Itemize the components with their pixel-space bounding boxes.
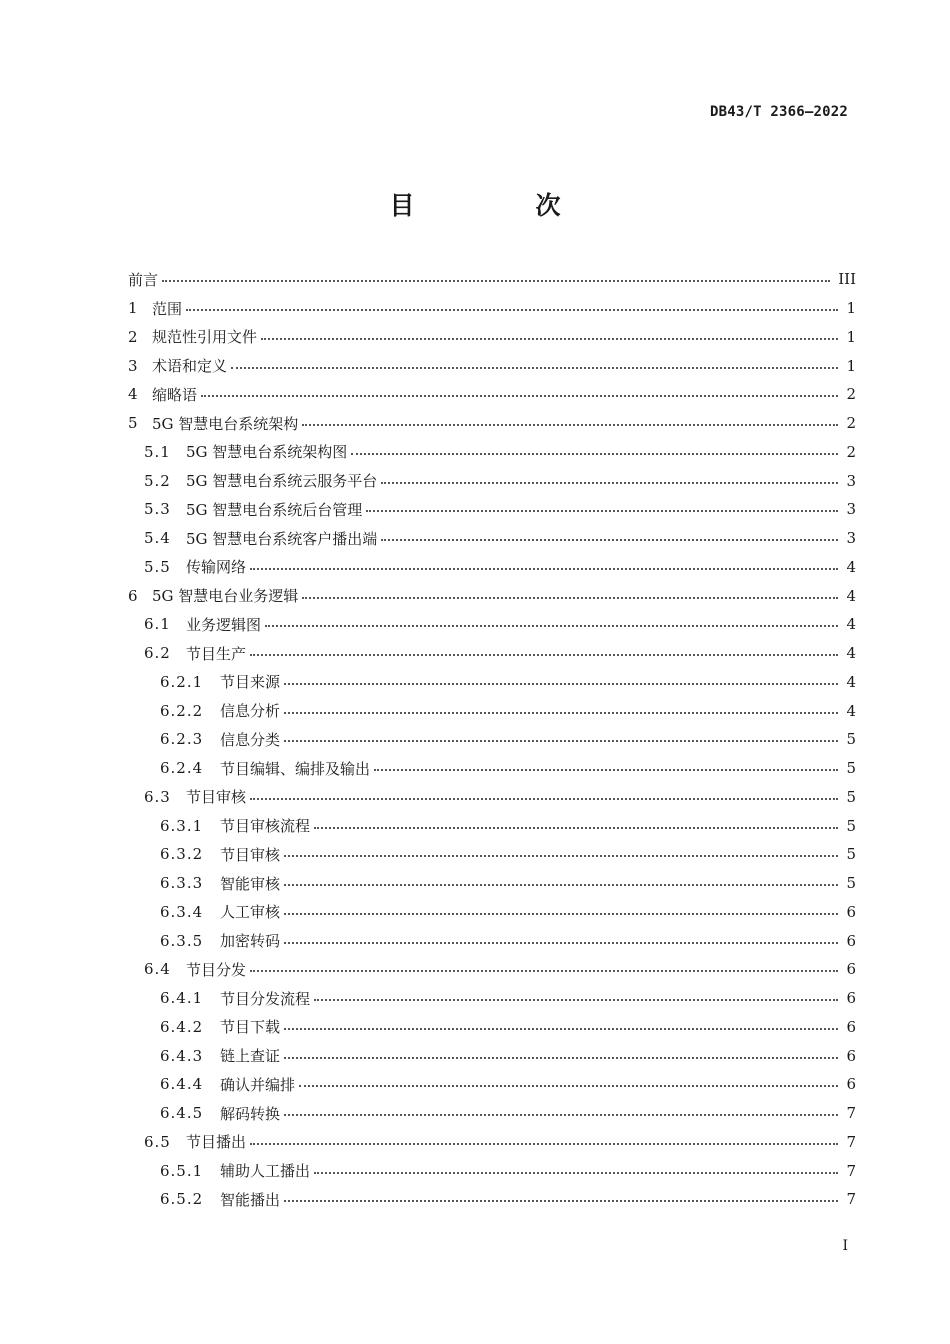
toc-leader-dots [284, 942, 838, 944]
toc-entry-number: 6.3.5 [160, 931, 204, 950]
toc-leader-dots [284, 1057, 838, 1059]
toc-leader-dots [250, 654, 838, 656]
toc-entry-page: 7 [846, 1161, 856, 1180]
toc-entry-title: 加密转码 [220, 932, 281, 951]
toc-leader-dots [162, 280, 830, 282]
toc-leader-dots [299, 1085, 838, 1087]
toc-entry-page: 4 [846, 644, 856, 663]
toc-entry-number: 2 [128, 327, 139, 346]
toc-entry-number: 6.4 [144, 960, 171, 979]
toc-entry[interactable] [128, 696, 856, 725]
toc-entry-page: 4 [846, 615, 856, 634]
toc-entry[interactable] [128, 783, 856, 812]
toc-entry[interactable] [128, 955, 856, 984]
toc-entry[interactable] [128, 294, 856, 323]
toc-entry-number: 5.3 [144, 500, 171, 519]
toc-entry-title: 信息分类 [220, 730, 281, 749]
toc-entry-page: 6 [846, 989, 856, 1008]
toc-entry-title: 信息分析 [220, 702, 281, 721]
toc-entry-title: 解码转换 [220, 1104, 281, 1123]
toc-entry-title: 辅助人工播出 [220, 1162, 311, 1181]
toc-entry-page: 5 [846, 787, 856, 806]
toc-entry-page: 6 [846, 902, 856, 921]
toc-entry-title: 5G 智慧电台系统云服务平台 [186, 472, 378, 491]
toc-entry-number: 6.2.4 [160, 759, 204, 778]
toc-leader-dots [284, 1114, 838, 1116]
toc-entry[interactable] [128, 811, 856, 840]
toc-entry[interactable] [128, 898, 856, 927]
toc-entry-number: 6.4.3 [160, 1046, 204, 1065]
toc-leader-dots [250, 1143, 838, 1145]
toc-entry-title: 5G 智慧电台系统客户播出端 [186, 529, 378, 548]
toc-entry[interactable] [128, 869, 856, 898]
toc-entry-page: 6 [846, 1075, 856, 1094]
toc-leader-dots [186, 309, 838, 311]
toc-entry-page: 4 [846, 672, 856, 691]
toc-leader-dots [284, 855, 838, 857]
toc-leader-dots [314, 1172, 838, 1174]
toc-entry-page: 2 [846, 414, 856, 433]
toc-entry-title: 业务逻辑图 [186, 615, 262, 634]
toc-leader-dots [284, 884, 838, 886]
toc-entry[interactable] [128, 1156, 856, 1185]
toc-entry-title: 节目下载 [220, 1018, 281, 1037]
toc-entry-title: 范围 [152, 299, 183, 318]
toc-leader-dots [250, 568, 838, 570]
toc-leader-dots [201, 395, 838, 397]
toc-entry-number: 6.2.1 [160, 672, 204, 691]
toc-entry-title: 节目来源 [220, 673, 281, 692]
toc-entry[interactable] [128, 1041, 856, 1070]
table-of-contents [128, 265, 856, 1214]
toc-entry[interactable] [128, 351, 856, 380]
toc-entry-number: 6 [128, 586, 139, 605]
toc-entry-number: 5.2 [144, 471, 171, 490]
page-title: 目 次 [389, 191, 609, 220]
toc-entry-title: 术语和定义 [152, 357, 228, 376]
toc-entry-number: 1 [128, 299, 139, 318]
toc-leader-dots [250, 970, 838, 972]
toc-entry-page: 1 [846, 299, 856, 318]
toc-entry[interactable] [128, 840, 856, 869]
toc-entry-title: 节目分发流程 [220, 989, 311, 1008]
toc-entry-page: 6 [846, 1046, 856, 1065]
toc-leader-dots [250, 798, 838, 800]
toc-entry-page: 4 [846, 557, 856, 576]
toc-leader-dots [265, 625, 838, 627]
toc-entry-title: 缩略语 [152, 385, 198, 404]
toc-entry[interactable] [128, 725, 856, 754]
toc-entry-page: III [838, 270, 856, 289]
toc-entry-title: 节目审核 [220, 845, 281, 864]
toc-entry-page: 4 [846, 701, 856, 720]
toc-entry-page: 1 [846, 327, 856, 346]
toc-entry-page: 3 [846, 471, 856, 490]
toc-entry-title: 智能审核 [220, 874, 281, 893]
toc-entry[interactable] [128, 926, 856, 955]
toc-leader-dots [374, 769, 838, 771]
toc-entry-page: 5 [846, 845, 856, 864]
toc-entry-number: 5.4 [144, 529, 171, 548]
toc-leader-dots [314, 827, 838, 829]
toc-entry-number: 6.2 [144, 644, 171, 663]
toc-entry[interactable] [128, 553, 856, 582]
toc-entry-number: 4 [128, 385, 139, 404]
toc-leader-dots [381, 482, 838, 484]
toc-entry[interactable] [128, 265, 856, 294]
toc-entry-title: 确认并编排 [220, 1075, 296, 1094]
toc-leader-dots [302, 597, 838, 599]
toc-entry-number: 3 [128, 356, 139, 375]
toc-entry-title: 节目分发 [186, 960, 247, 979]
toc-leader-dots [284, 913, 838, 915]
toc-entry[interactable] [128, 610, 856, 639]
toc-entry[interactable] [128, 524, 856, 553]
toc-entry[interactable] [128, 1099, 856, 1128]
toc-entry[interactable] [128, 1128, 856, 1157]
toc-entry-title: 智能播出 [220, 1190, 281, 1209]
toc-entry-title: 前言 [128, 270, 159, 289]
toc-entry-page: 2 [846, 385, 856, 404]
toc-entry-title: 节目编辑、编排及输出 [220, 759, 371, 778]
toc-entry-page: 3 [846, 500, 856, 519]
toc-entry[interactable] [128, 323, 856, 352]
toc-entry-page: 3 [846, 529, 856, 548]
document-code: DB43/T 2366—2022 [709, 104, 848, 120]
toc-entry[interactable] [128, 409, 856, 438]
toc-entry-number: 5 [128, 414, 139, 433]
toc-entry-number: 6.1 [144, 615, 171, 634]
toc-entry[interactable] [128, 754, 856, 783]
toc-entry-number: 6.4.1 [160, 989, 204, 1008]
toc-entry-number: 6.4.2 [160, 1017, 204, 1036]
toc-entry[interactable] [128, 668, 856, 697]
toc-entry-number: 6.5.2 [160, 1190, 204, 1209]
toc-entry-page: 5 [846, 816, 856, 835]
toc-entry-page: 6 [846, 960, 856, 979]
toc-leader-dots [284, 683, 838, 685]
toc-entry-title: 节目生产 [186, 644, 247, 663]
toc-entry-title: 传输网络 [186, 558, 247, 577]
toc-entry-page: 1 [846, 356, 856, 375]
toc-entry[interactable] [128, 380, 856, 409]
page-number: I [842, 1238, 848, 1254]
toc-entry-page: 6 [846, 1017, 856, 1036]
toc-entry-number: 6.2.2 [160, 701, 204, 720]
toc-entry-title: 规范性引用文件 [152, 328, 258, 347]
toc-entry-page: 4 [846, 586, 856, 605]
toc-leader-dots [314, 999, 838, 1001]
toc-entry[interactable] [128, 495, 856, 524]
toc-entry-number: 6.2.3 [160, 730, 204, 749]
toc-entry-title: 5G 智慧电台系统架构 [152, 414, 299, 433]
toc-entry[interactable] [128, 438, 856, 467]
toc-leader-dots [284, 740, 838, 742]
toc-leader-dots [351, 453, 838, 455]
toc-entry-number: 6.3.1 [160, 816, 204, 835]
toc-entry[interactable] [128, 984, 856, 1013]
toc-entry-number: 6.3.2 [160, 845, 204, 864]
toc-entry[interactable] [128, 581, 856, 610]
toc-entry-number: 6.4.5 [160, 1104, 204, 1123]
toc-entry-title: 节目审核 [186, 788, 247, 807]
toc-entry-title: 5G 智慧电台系统后台管理 [186, 500, 363, 519]
toc-entry-page: 6 [846, 931, 856, 950]
toc-entry-page: 5 [846, 759, 856, 778]
toc-entry-page: 5 [846, 730, 856, 749]
toc-entry-page: 7 [846, 1190, 856, 1209]
toc-entry[interactable] [128, 466, 856, 495]
toc-entry-number: 5.5 [144, 557, 171, 576]
toc-entry-number: 6.5 [144, 1132, 171, 1151]
toc-leader-dots [302, 424, 838, 426]
toc-entry-title: 节目播出 [186, 1133, 247, 1152]
toc-entry-page: 7 [846, 1132, 856, 1151]
toc-leader-dots [366, 510, 838, 512]
toc-entry-number: 5.1 [144, 442, 171, 461]
toc-entry-number: 6.3 [144, 787, 171, 806]
toc-entry[interactable] [128, 1070, 856, 1099]
toc-leader-dots [284, 1028, 838, 1030]
toc-entry-number: 6.4.4 [160, 1075, 204, 1094]
toc-entry-title: 人工审核 [220, 903, 281, 922]
toc-entry[interactable] [128, 1013, 856, 1042]
toc-entry-page: 5 [846, 874, 856, 893]
toc-entry-number: 6.3.4 [160, 902, 204, 921]
toc-entry-page: 2 [846, 442, 856, 461]
toc-leader-dots [284, 712, 838, 714]
toc-entry-number: 6.5.1 [160, 1161, 204, 1180]
toc-entry-title: 5G 智慧电台系统架构图 [186, 443, 348, 462]
toc-entry-title: 链上查证 [220, 1047, 281, 1066]
toc-entry-number: 6.3.3 [160, 874, 204, 893]
toc-entry[interactable] [128, 639, 856, 668]
toc-entry[interactable] [128, 1185, 856, 1214]
toc-entry-page: 7 [846, 1104, 856, 1123]
toc-entry-title: 5G 智慧电台业务逻辑 [152, 587, 299, 606]
toc-leader-dots [261, 338, 838, 340]
toc-entry-title: 节目审核流程 [220, 817, 311, 836]
toc-leader-dots [381, 539, 838, 541]
toc-leader-dots [231, 367, 838, 369]
toc-leader-dots [284, 1200, 838, 1202]
